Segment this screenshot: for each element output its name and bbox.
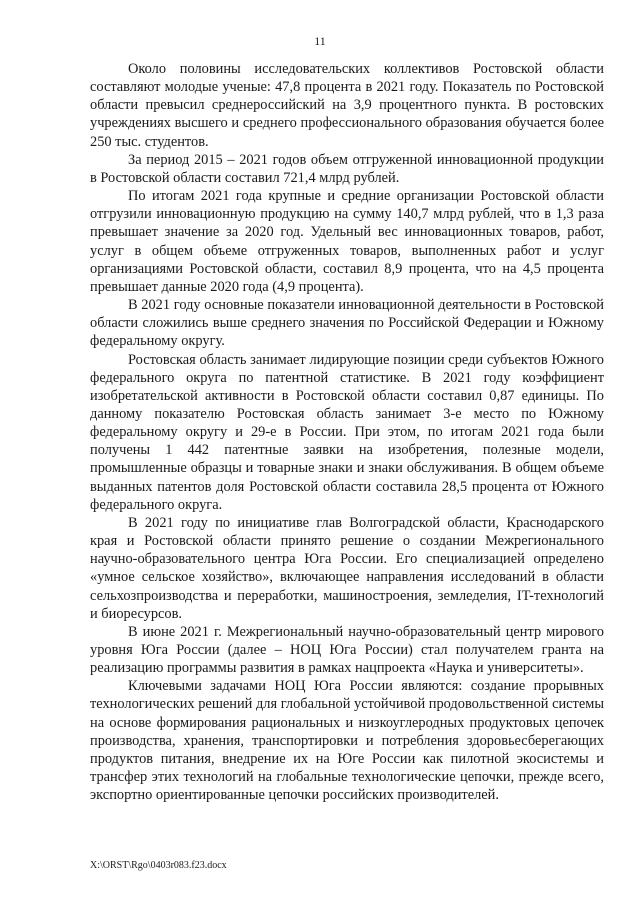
page-number: 11: [314, 34, 326, 48]
footer-file-path: X:\ORST\Rgo\0403r083.f23.docx: [90, 860, 227, 871]
body-text: [90, 60, 604, 804]
paragraph-noc-creation: В 2021 году по инициативе глав Волгоградской области, Краснодарского края и Ростовской области принято решение о создании Межрегионального научно-образовательного центра Юга России. Его специализацией определено «умное сельское хозяйство», включающее направления исследований в области сельхозпроизводства и переработки, машиностроения, земледелия, IT-технологий и биоресурсов.: [90, 514, 604, 622]
paragraph-patent-statistics: Ростовская область занимает лидирующие позиции среди субъектов Южного федерального округа по патентной статистике. В 2021 году коэффициент изобретательской активности в Ростовской области составил 0,87 единицы. По данному показателю Ростовская область занимает 3-е место по Южному федеральному округу и 29-е в России. При этом, по итогам 2021 года были получены 1 442 патентные заявки на изобретения, полезные модели, промышленные образцы и товарные знаки и знаки обслуживания. В общем объеме выданных патентов доля Ростовской области составила 28,5 процента от Южного федерального округа.: [90, 351, 604, 513]
paragraph-noc-tasks: Ключевыми задачами НОЦ Юга России являются: создание прорывных технологических решений для глобальной устойчивой продовольственной системы на основе формирования рациональных и низкоуглеродных продуктовых цепочек производства, хранения, транспортировки и потребления здоровьесберегающих продуктов питания, внедрение их на Юге России как пилотной экосистемы и трансфер этих технологий на глобальные технологические цепочки, прежде всего, экспортно ориентированные цепочки российских производителей.: [90, 678, 604, 804]
paragraph-young-scientists: Около половины исследовательских коллективов Ростовской области составляют молодые ученые: 47,8 процента в 2021 году. Показатель по Ростовской области превысил среднероссийский на 3,9 процентного пункта. В ростовских учреждениях высшего и среднего профессионального образования обучается более 250 тыс. студентов.: [90, 61, 604, 150]
paragraph-noc-grant: В июне 2021 г. Межрегиональный научно-образовательный центр мирового уровня Юга России (далее – НОЦ Юга России) стал получателем гранта на реализацию программы развития в рамках нацпроекта «Наука и университеты».: [90, 623, 604, 677]
paragraph-innovative-output-2021: По итогам 2021 года крупные и средние организации Ростовской области отгрузили инновационную продукцию на сумму 140,7 млрд рублей, что в 1,3 раза превышает значение за 2020 год. Удельный вес инновационных товаров, работ, услуг в общем объеме отгруженных товаров, выполненных работ и услуг организациями Ростовской области, составил 8,9 процента, что на 4,5 процента превышает данные 2020 года (4,9 процента).: [90, 188, 604, 295]
paragraph-innovation-indicators: В 2021 году основные показатели инновационной деятельности в Ростовской области сложились выше среднего значения по Российской Федерации и Южному федеральному округу.: [90, 297, 604, 350]
paragraph-innovative-output-period: За период 2015 – 2021 годов объем отгруженной инновационной продукции в Ростовской области составил 721,4 млрд рублей.: [90, 151, 604, 186]
